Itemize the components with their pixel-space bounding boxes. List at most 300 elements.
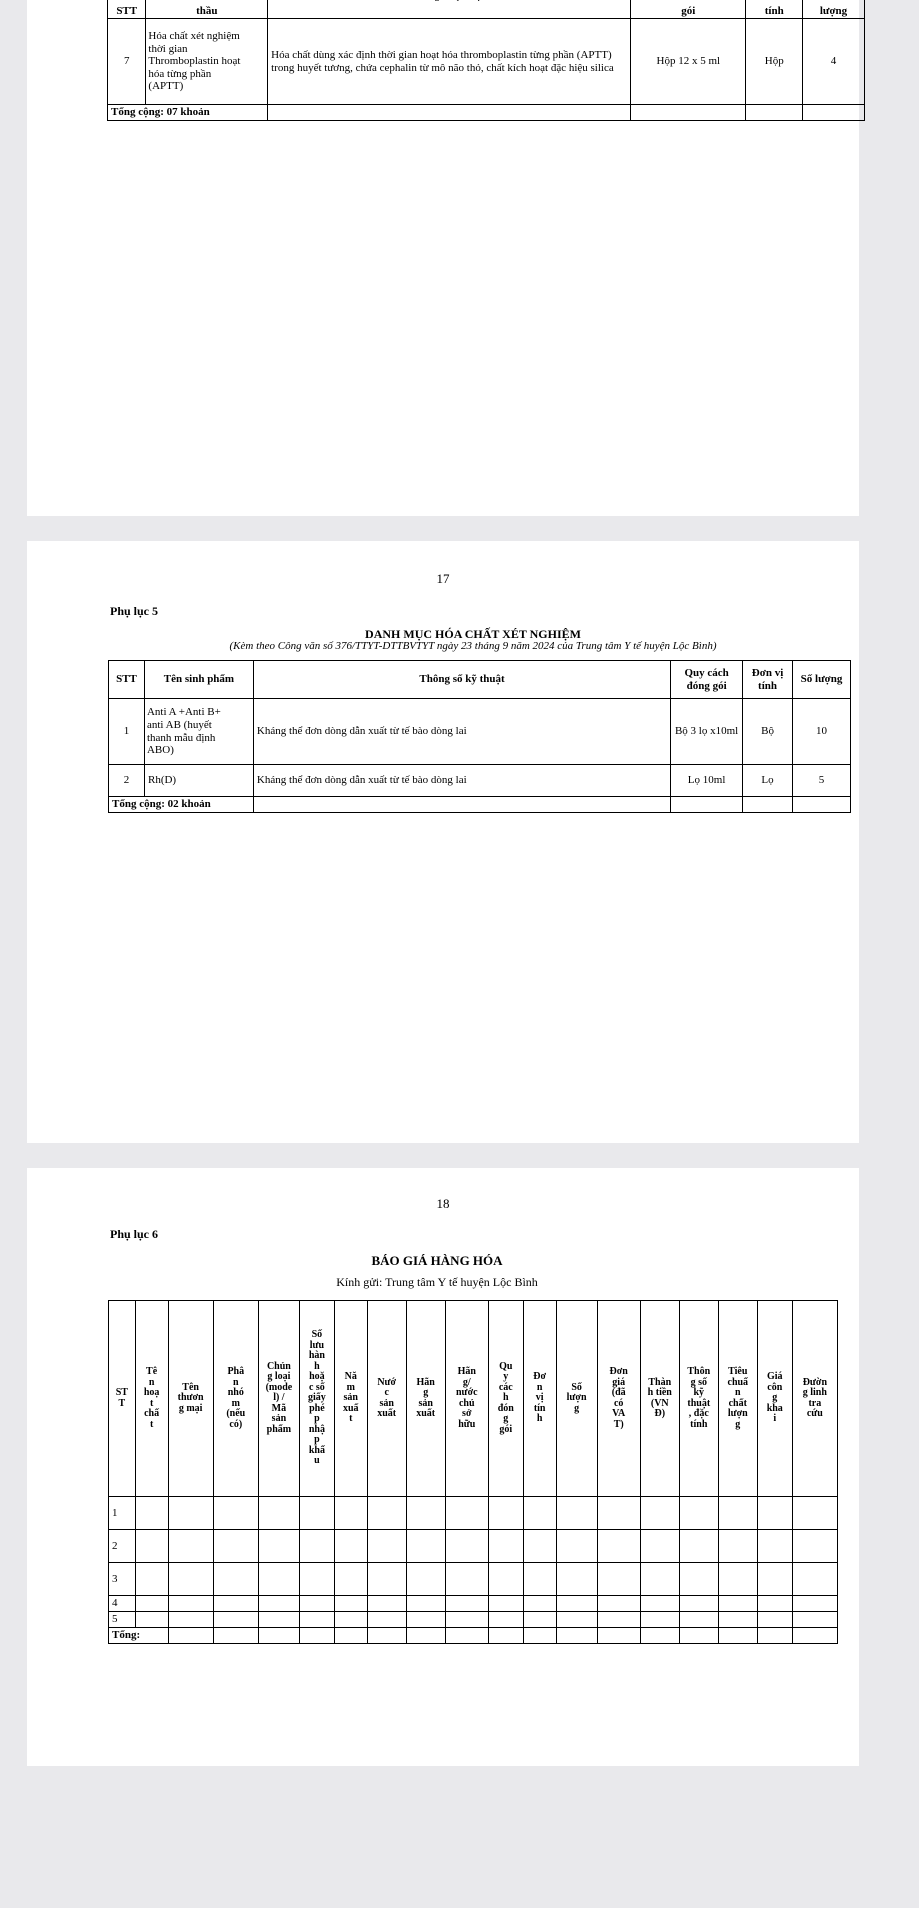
header-line: nước xyxy=(456,1387,478,1398)
row-qty: 5 xyxy=(793,765,851,797)
header-line: xuất xyxy=(416,1408,436,1419)
header-line: tính xyxy=(690,1418,708,1430)
total-label: Tổng: xyxy=(109,1628,169,1644)
empty-cell xyxy=(718,1563,757,1596)
empty-cell xyxy=(679,1628,718,1644)
header-line: h xyxy=(536,1413,543,1425)
header-line: vị xyxy=(535,1392,544,1404)
header-line: ST xyxy=(115,1387,128,1398)
header-line: tín xyxy=(533,1402,546,1414)
empty-cell xyxy=(168,1596,213,1612)
empty-cell xyxy=(168,1530,213,1563)
empty-cell xyxy=(334,1596,367,1612)
header-line: p xyxy=(314,1434,320,1446)
header-line: chấ xyxy=(144,1408,160,1419)
empty-cell xyxy=(367,1530,406,1563)
header-line: g số xyxy=(690,1376,707,1388)
empty-cell xyxy=(334,1612,367,1628)
empty-cell xyxy=(640,1612,679,1628)
empty-cell xyxy=(299,1530,334,1563)
empty-cell xyxy=(367,1612,406,1628)
header-line: g xyxy=(772,1392,778,1404)
header-line: giá xyxy=(612,1376,626,1388)
empty-cell xyxy=(523,1530,556,1563)
table-row xyxy=(109,699,851,765)
header-line: Đ) xyxy=(654,1408,666,1419)
header-name: thầu xyxy=(146,0,268,19)
header-line: sản xyxy=(271,1413,287,1425)
header-line: Đườn xyxy=(802,1376,828,1388)
header-col xyxy=(597,1301,640,1497)
empty-cell xyxy=(406,1612,445,1628)
empty-cell xyxy=(597,1596,640,1612)
row-pack: Hộp 12 x 5 ml xyxy=(631,19,746,105)
empty-cell xyxy=(597,1563,640,1596)
empty-cell xyxy=(757,1530,792,1563)
header-col xyxy=(213,1301,258,1497)
header-col xyxy=(445,1301,488,1497)
empty-cell xyxy=(597,1612,640,1628)
empty-cell xyxy=(406,1497,445,1530)
empty-cell xyxy=(679,1497,718,1530)
header-line: i xyxy=(773,1413,777,1425)
empty-cell xyxy=(334,1497,367,1530)
appendix-label: Phụ lục 5 xyxy=(110,604,159,618)
empty-cell xyxy=(597,1628,640,1644)
header-line: Nướ xyxy=(377,1376,397,1388)
header-line: tra xyxy=(808,1397,822,1409)
header-line: g xyxy=(574,1402,580,1414)
header-line: Hãn xyxy=(457,1366,476,1377)
header-line: Thôn xyxy=(687,1366,711,1377)
empty-cell xyxy=(299,1628,334,1644)
header-line: VA xyxy=(612,1408,626,1419)
header-line: Nă xyxy=(344,1371,357,1383)
empty-cell xyxy=(640,1596,679,1612)
header-line: khẩ xyxy=(308,1444,325,1456)
empty-cell xyxy=(792,1612,837,1628)
header-col xyxy=(334,1301,367,1497)
document-title: DANH MỤC HÓA CHẤT XÉT NGHIỆM xyxy=(365,627,581,641)
header-line: t xyxy=(149,1418,154,1430)
empty-cell xyxy=(757,1628,792,1644)
page-16-tail xyxy=(27,0,859,516)
header-line: nhó xyxy=(227,1387,244,1398)
empty-cell xyxy=(367,1596,406,1612)
header-line: g/ xyxy=(462,1376,471,1388)
row-spec: Hóa chất dùng xác định thời gian hoạt hóa thromboplastin từng phần (APTT) trong huyết tương, chứa cephalin từ mô não thỏ, chất kích hoạt đặc hiệu silica xyxy=(268,19,631,105)
empty-cell xyxy=(299,1596,334,1612)
row-spec: Kháng thể đơn dòng dẫn xuất từ tế bào dòng lai xyxy=(253,765,670,797)
empty-cell xyxy=(679,1530,718,1563)
row-stt: 2 xyxy=(109,765,145,797)
header-line: lưu xyxy=(309,1339,325,1351)
header-line: thươn xyxy=(177,1392,204,1404)
empty-cell xyxy=(213,1628,258,1644)
empty-cell xyxy=(757,1596,792,1612)
header-stt: STT xyxy=(108,0,146,19)
document-title: BÁO GIÁ HÀNG HÓA xyxy=(371,1253,503,1268)
page-18 xyxy=(27,1168,859,1766)
header-line: chủ xyxy=(458,1397,475,1409)
header-line: đón xyxy=(497,1402,514,1414)
empty-cell xyxy=(258,1497,299,1530)
row-pack: Bộ 3 lọ x10ml xyxy=(671,699,743,765)
table-row xyxy=(109,1612,838,1628)
empty-cell xyxy=(488,1563,523,1596)
header-col xyxy=(488,1301,523,1497)
empty-cell xyxy=(406,1563,445,1596)
header-line: Hãn xyxy=(416,1376,435,1388)
empty-cell xyxy=(488,1530,523,1563)
empty-cell xyxy=(792,1563,837,1596)
empty-cell xyxy=(718,1530,757,1563)
empty-cell xyxy=(168,1628,213,1644)
header-line: h tiền xyxy=(647,1387,672,1398)
row-unit: Hộp xyxy=(746,19,803,105)
empty-cell xyxy=(597,1530,640,1563)
row-number: 2 xyxy=(109,1530,136,1563)
empty-cell xyxy=(640,1563,679,1596)
name-line: thời gian xyxy=(148,42,188,55)
header-line: phẩm xyxy=(266,1423,292,1435)
empty-cell xyxy=(488,1596,523,1612)
empty-cell xyxy=(213,1596,258,1612)
header-line: Tê xyxy=(146,1366,158,1377)
total-label: Tổng cộng: 02 khoản xyxy=(109,797,254,813)
empty-cell xyxy=(792,1497,837,1530)
total-label: Tổng cộng: 07 khoản xyxy=(108,105,268,121)
empty-cell xyxy=(792,1628,837,1644)
empty-cell xyxy=(406,1596,445,1612)
empty-cell xyxy=(523,1563,556,1596)
empty-cell xyxy=(213,1612,258,1628)
row-pack: Lọ 10ml xyxy=(671,765,743,797)
header-line: sản xyxy=(418,1397,433,1409)
total-row xyxy=(108,105,865,121)
header-line: p xyxy=(314,1413,320,1425)
empty-cell xyxy=(367,1563,406,1596)
header-line: n xyxy=(148,1376,155,1388)
header-line: T) xyxy=(613,1418,624,1430)
empty-cell xyxy=(445,1497,488,1530)
empty-cell xyxy=(334,1563,367,1596)
empty-cell xyxy=(168,1612,213,1628)
document-subtitle: (Kèm theo Công văn số 376/TTYT-DTTBVTYT ngày 23 tháng 9 năm 2024 của Trung tâm Y tế huyện Lộc Bình) xyxy=(229,640,717,652)
reagent-table xyxy=(108,660,851,813)
header-line: Mã xyxy=(271,1402,287,1414)
header-line: Giá xyxy=(766,1371,783,1383)
empty-cell xyxy=(168,1563,213,1596)
empty-cell xyxy=(792,1596,837,1612)
row-number: 3 xyxy=(109,1563,136,1596)
name-line: ABO) xyxy=(146,744,174,757)
header-qty: Số lượng xyxy=(793,661,851,699)
header-col xyxy=(640,1301,679,1497)
empty-cell xyxy=(679,1563,718,1596)
total-row xyxy=(109,1628,838,1644)
empty-cell xyxy=(757,1612,792,1628)
empty-cell xyxy=(334,1628,367,1644)
empty-cell xyxy=(488,1497,523,1530)
empty-cell xyxy=(523,1628,556,1644)
empty-cell xyxy=(679,1596,718,1612)
empty-cell xyxy=(523,1596,556,1612)
header-col xyxy=(718,1301,757,1497)
header-col xyxy=(792,1301,837,1497)
empty-cell xyxy=(135,1596,168,1612)
header-col xyxy=(556,1301,597,1497)
empty-cell xyxy=(213,1497,258,1530)
header-line: g linh xyxy=(802,1387,827,1398)
table-row xyxy=(109,1497,838,1530)
header-line: m xyxy=(231,1397,240,1409)
name-line: Hóa chất xét nghiệm xyxy=(148,29,240,42)
header-line: g xyxy=(735,1418,741,1430)
empty-cell xyxy=(718,1612,757,1628)
row-name xyxy=(144,699,253,765)
header-line: g mại xyxy=(178,1402,203,1414)
header-line: có xyxy=(613,1397,624,1409)
header-line: (VN xyxy=(650,1397,669,1409)
empty-cell xyxy=(757,1563,792,1596)
header-unit: tính xyxy=(746,0,803,19)
header-line: Đơn xyxy=(609,1366,628,1377)
header-line: côn xyxy=(767,1381,783,1393)
empty-cell xyxy=(640,1530,679,1563)
recipient-line: Kính gửi: Trung tâm Y tế huyện Lộc Bình xyxy=(336,1275,538,1289)
header-line: nhậ xyxy=(308,1423,325,1435)
header-col xyxy=(299,1301,334,1497)
header-line: xuất xyxy=(377,1408,397,1419)
row-unit: Bộ xyxy=(743,699,793,765)
total-row xyxy=(109,797,851,813)
empty-cell xyxy=(556,1612,597,1628)
table-row xyxy=(109,1596,838,1612)
row-number: 1 xyxy=(109,1497,136,1530)
empty-cell xyxy=(445,1596,488,1612)
header-line: n xyxy=(536,1381,543,1393)
empty-cell xyxy=(556,1497,597,1530)
header-spec xyxy=(268,0,631,19)
name-line: Thromboplastin hoạt xyxy=(148,55,241,68)
header-line: hoặ xyxy=(309,1371,325,1383)
table-header xyxy=(108,0,865,19)
header-line: y xyxy=(503,1371,509,1383)
header-line: t xyxy=(149,1397,154,1409)
page-17 xyxy=(27,541,859,1143)
table-row xyxy=(108,19,865,105)
empty-cell xyxy=(523,1497,556,1530)
header-line: sản xyxy=(343,1392,358,1404)
row-spec: Kháng thể đơn dòng dẫn xuất từ tế bào dòng lai xyxy=(253,699,670,765)
appendix-label: Phụ lục 6 xyxy=(110,1227,159,1241)
empty-cell xyxy=(445,1563,488,1596)
name-line: anti AB (huyết xyxy=(146,718,212,731)
empty-cell xyxy=(718,1497,757,1530)
row-stt: 1 xyxy=(109,699,145,765)
table-row xyxy=(109,1530,838,1563)
empty-cell xyxy=(135,1530,168,1563)
header-line: , đặc xyxy=(688,1408,709,1419)
empty-cell xyxy=(597,1497,640,1530)
header-line: chuẩ xyxy=(727,1376,749,1388)
header-line: Qu xyxy=(499,1360,513,1372)
header-line: cứu xyxy=(806,1408,823,1419)
header-line: n xyxy=(735,1387,741,1398)
header-line: gói xyxy=(499,1423,513,1435)
header-col xyxy=(367,1301,406,1497)
empty-cell xyxy=(523,1612,556,1628)
header-line: g xyxy=(503,1413,509,1425)
empty-cell xyxy=(367,1628,406,1644)
empty-cell xyxy=(299,1612,334,1628)
empty-cell xyxy=(757,1497,792,1530)
empty-cell xyxy=(488,1612,523,1628)
empty-cell xyxy=(445,1530,488,1563)
header-line: Đơ xyxy=(533,1371,547,1383)
row-qty: 4 xyxy=(803,19,865,105)
header-line: Số xyxy=(311,1329,323,1341)
empty-cell xyxy=(556,1596,597,1612)
empty-cell xyxy=(299,1497,334,1530)
table-header xyxy=(109,661,851,699)
header-pack: gói xyxy=(631,0,746,19)
row-number: 4 xyxy=(109,1596,136,1612)
header-line: (nếu xyxy=(226,1408,246,1419)
empty-cell xyxy=(556,1530,597,1563)
empty-cell xyxy=(334,1530,367,1563)
header-line: kỹ xyxy=(693,1387,705,1398)
header-line: kha xyxy=(766,1402,783,1414)
empty-cell xyxy=(406,1628,445,1644)
header-line: (đã xyxy=(611,1387,626,1398)
empty-cell xyxy=(679,1612,718,1628)
empty-cell xyxy=(792,1530,837,1563)
empty-cell xyxy=(445,1612,488,1628)
name-line: (APTT) xyxy=(148,80,184,93)
header-pack: Quy cách đóng gói xyxy=(671,661,743,699)
empty-cell xyxy=(258,1563,299,1596)
header-col xyxy=(679,1301,718,1497)
header-line: Thàn xyxy=(648,1376,672,1388)
row-stt: 7 xyxy=(108,19,146,105)
row-number: 5 xyxy=(109,1612,136,1628)
empty-cell xyxy=(406,1530,445,1563)
header-line: g xyxy=(423,1387,429,1398)
header-line: thuật xyxy=(687,1397,711,1409)
page-number: 18 xyxy=(436,1196,450,1211)
header-col xyxy=(406,1301,445,1497)
header-col xyxy=(109,1301,136,1497)
empty-cell xyxy=(213,1563,258,1596)
header-unit: Đơn vị tính xyxy=(743,661,793,699)
header-line: c số xyxy=(308,1381,325,1393)
header-line: u xyxy=(314,1455,320,1467)
empty-cell xyxy=(640,1628,679,1644)
header-line: Phâ xyxy=(227,1366,245,1377)
empty-cell xyxy=(556,1563,597,1596)
header-qty: lượng xyxy=(803,0,865,19)
table-header xyxy=(109,1301,838,1497)
empty-cell xyxy=(135,1497,168,1530)
header-line: lượn xyxy=(566,1392,587,1404)
empty-cell xyxy=(168,1497,213,1530)
empty-cell xyxy=(488,1628,523,1644)
empty-cell xyxy=(135,1563,168,1596)
header-line: xuấ xyxy=(342,1402,359,1414)
row-unit: Lọ xyxy=(743,765,793,797)
header-line: g loại xyxy=(267,1371,291,1383)
header-line: Chủn xyxy=(266,1360,291,1372)
header-line: chất xyxy=(728,1397,747,1409)
header-name: Tên sinh phẩm xyxy=(144,661,253,699)
header-line: m xyxy=(346,1381,355,1393)
header-col xyxy=(258,1301,299,1497)
header-col xyxy=(135,1301,168,1497)
name-line: thanh mẫu định xyxy=(146,731,216,744)
header-line: t xyxy=(349,1413,353,1425)
header-line: h xyxy=(314,1360,320,1372)
header-line: các xyxy=(498,1381,513,1393)
row-name xyxy=(146,19,268,105)
header-line: (mode xyxy=(265,1381,293,1393)
empty-cell xyxy=(258,1612,299,1628)
row-name: Rh(D) xyxy=(144,765,253,797)
header-line: giấy xyxy=(308,1392,326,1404)
header-line: Tên xyxy=(182,1381,199,1393)
header-stt: STT xyxy=(109,661,145,699)
empty-cell xyxy=(258,1530,299,1563)
header-line: l) / xyxy=(273,1392,285,1404)
header-line: lượn xyxy=(727,1408,748,1419)
header-line: hoạ xyxy=(143,1387,160,1398)
empty-cell xyxy=(213,1530,258,1563)
table-row xyxy=(109,1563,838,1596)
page-number: 17 xyxy=(436,571,450,586)
header-col xyxy=(168,1301,213,1497)
quotation-table xyxy=(108,1300,838,1644)
header-col xyxy=(523,1301,556,1497)
header-line: Số xyxy=(571,1381,582,1393)
reagent-table-part xyxy=(107,0,865,121)
header-line: hữu xyxy=(458,1418,476,1430)
header-line: sở xyxy=(462,1408,472,1419)
header-line: c xyxy=(384,1387,389,1398)
row-qty: 10 xyxy=(793,699,851,765)
empty-cell xyxy=(258,1628,299,1644)
table-row xyxy=(109,765,851,797)
empty-cell xyxy=(445,1628,488,1644)
empty-cell xyxy=(258,1596,299,1612)
empty-cell xyxy=(718,1596,757,1612)
header-line: sản xyxy=(379,1397,394,1409)
empty-cell xyxy=(367,1497,406,1530)
header-line: Tiêu xyxy=(728,1366,748,1377)
empty-cell xyxy=(299,1563,334,1596)
header-col xyxy=(757,1301,792,1497)
header-line: n xyxy=(233,1376,239,1388)
header-line: T xyxy=(118,1397,126,1409)
name-line: Anti A +Anti B+ xyxy=(146,706,221,719)
name-line: hóa từng phần xyxy=(148,67,212,80)
header-line: h xyxy=(503,1392,509,1404)
header-line: hàn xyxy=(308,1350,325,1362)
header-line: phé xyxy=(309,1402,325,1414)
empty-cell xyxy=(640,1497,679,1530)
header-spec: Thông số kỹ thuật xyxy=(253,661,670,699)
header-line: có) xyxy=(229,1418,243,1430)
